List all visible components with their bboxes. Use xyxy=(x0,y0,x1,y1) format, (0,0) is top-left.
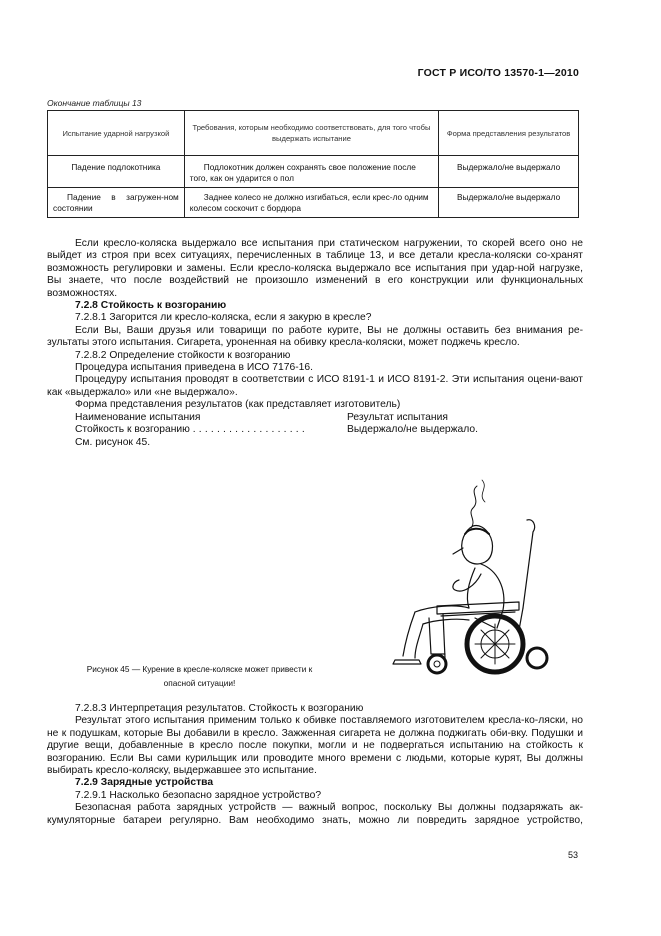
table-row xyxy=(48,156,579,188)
table-header-cell: Форма представления результатов xyxy=(439,111,579,156)
paragraph: Если Вы, Ваши друзья или товарищи по работе курите, Вы не должны оставить без внимания ре-зультаты этого испытания. Сигарета, уроненная на обивку кресла-коляски, может поджечь кресло. xyxy=(47,324,583,349)
paragraph: Форма представления результатов (как представляет изготовитель) xyxy=(75,399,401,411)
result-form-label: Наименование испытания xyxy=(75,411,201,423)
table-cell: Падение в загружен-ном состоянии xyxy=(48,188,185,218)
document-header: ГОСТ Р ИСО/ТО 13570-1—2010 xyxy=(417,67,579,79)
figure-caption: Рисунок 45 — Курение в кресле-коляске может привести к опасной ситуации! xyxy=(86,664,313,688)
section-heading: 7.2.9 Зарядные устройства xyxy=(75,777,214,789)
table-cell: Подлокотник должен сохранять свое положение после того, как он ударится о пол xyxy=(184,156,438,188)
result-form-value: Выдержало/не выдержало. xyxy=(347,424,478,436)
result-form-label: Результат испытания xyxy=(347,411,448,423)
table-header-cell: Испытание ударной нагрузкой xyxy=(48,111,185,156)
subsection-title: 7.2.8.3 Интерпретация результатов. Стойкость к возгоранию xyxy=(75,703,364,714)
table-cell: Заднее колесо не должно изгибаться, если крес-ло одним колесом соскочит с бордюра xyxy=(184,188,438,218)
subsection-title: 7.2.9.1 Насколько безопасно зарядное устройство? xyxy=(75,789,322,801)
figure-reference: См. рисунок 45. xyxy=(75,436,151,448)
text-block-lower xyxy=(47,703,583,827)
result-form-header-line xyxy=(47,412,583,424)
table-cell: Выдержало/не выдержало xyxy=(439,156,579,188)
paragraph: Процедуру испытания проводят в соответствии с ИСО 8191-1 и ИСО 8191-2. Эти испытания оцени-вают как «выдержало» или «не выдержало». xyxy=(47,374,583,398)
table-header-cell: Требования, которым необходимо соответствовать, для того чтобы выдержать испытание xyxy=(184,111,438,156)
table-caption: Окончание таблицы 13 xyxy=(47,98,142,108)
subsection-title: 7.2.8.1 Загорится ли кресло-коляска, если я закурю в кресле? xyxy=(75,312,372,324)
section-heading: 7.2.8 Стойкость к возгоранию xyxy=(75,300,227,312)
smoking-wheelchair-illustration xyxy=(385,478,565,688)
paragraph: Безопасная работа зарядных устройств — важный вопрос, поскольку Вы должны подзаряжать ак-кумуляторные батареи регулярно. Вам необходимо знать, можно ли повредить зарядное устройство, xyxy=(47,802,583,826)
text-block-upper xyxy=(47,238,583,449)
page-number: 53 xyxy=(567,850,578,860)
subsection-title: 7.2.8.2 Определение стойкости к возгоранию xyxy=(75,349,291,361)
table-header-row xyxy=(48,111,579,156)
test-table xyxy=(47,110,579,218)
paragraph: Процедура испытания приведена в ИСО 7176-16. xyxy=(75,362,313,374)
result-form-test-name: Стойкость к возгоранию xyxy=(75,424,190,436)
table-row xyxy=(48,188,579,218)
dot-leader: ................... xyxy=(192,424,308,436)
table-cell: Падение подлокотника xyxy=(48,156,185,188)
paragraph: Результат этого испытания применим только к обивке поставляемого изготовителем кресла-ко-ляски, но не к подушкам, которые Вы добавили в кресло. Зажженная сигарета не должна поджигать оби-вку. Подушки и другие вещи, добавленные в кресло после покупки, могли и не подвергаться испытанию на стойкость к возгоранию. Если Вы сами курильщик или проводите много времени с людьми, которые курят, Вы должны выбирать кресло-коляску, выдержавшее это испытание. xyxy=(47,715,583,777)
paragraph: Если кресло-коляска выдержало все испытания при статическом нагружении, то скорей всего оно не выйдет из строя при всех ситуациях, перечисленных в таблице 13, и все детали кресла-коляски со-хранят возможность регулировки и замены. Если кресло-коляска выдержало все испытания при удар-ной нагрузке, Вы знаете, что после воздействий не произошло изменений в его конструкции или функциональных возможностях. xyxy=(47,238,583,299)
result-form-value-line xyxy=(47,424,583,436)
table-cell: Выдержало/не выдержало xyxy=(439,188,579,218)
